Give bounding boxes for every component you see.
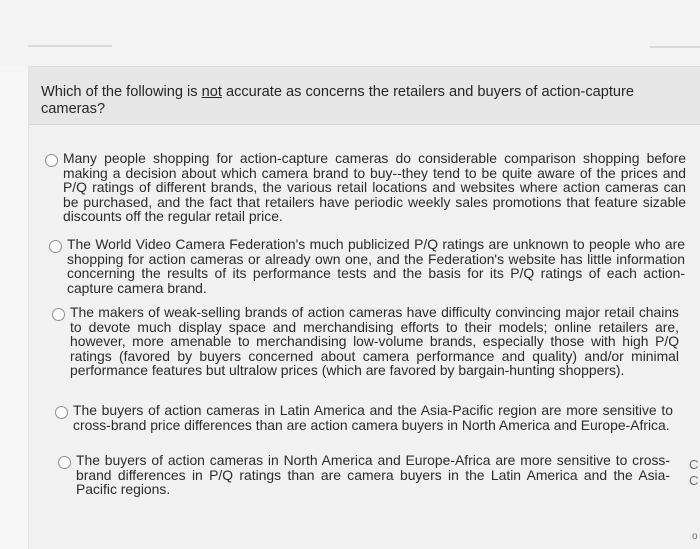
top-divider-left <box>28 45 112 47</box>
option-3[interactable] <box>70 305 679 378</box>
option-5-radio[interactable] <box>58 456 71 469</box>
option-1-label: Many people shopping for action-capture cameras do considerable comparison shopping before making a decision about which camera brand to buy--they tend to be quite aware of the prices and P/Q ratings of different brands, the various retail locations and websites where action cameras can be purchased, and the fact that retailers have periodic weekly sales promotions that feature sizable discounts off the regular retail price. <box>63 150 686 225</box>
option-2-radio[interactable] <box>49 240 62 253</box>
question-text <box>41 84 696 118</box>
question-suffix: accurate as concerns the retailers and buyers of action-capture cameras? <box>41 84 634 117</box>
cutoff-glyph: C <box>689 457 699 472</box>
top-divider-right <box>650 46 700 48</box>
option-3-radio[interactable] <box>52 308 65 321</box>
option-4-label: The buyers of action cameras in Latin America and the Asia-Pacific region are more sensitive to cross-brand price differences than are action camera buyers in North America and Europe-Africa. <box>73 402 673 433</box>
question-emphasis: not <box>201 84 222 100</box>
option-4-radio[interactable] <box>55 406 68 419</box>
option-1-radio[interactable] <box>45 154 58 167</box>
option-3-label: The makers of weak-selling brands of action cameras have difficulty convincing major retail chains to devote much display space and merchandising efforts to their models; online retailers are, however, more amenable to merchandising low-volume brands, especially those with high P/Q ratings (favored by buyers concerned about camera performance and quality) and/or minimal performance features but ultralow prices (which are favored by bargain-hunting shoppers). <box>70 304 679 379</box>
option-1[interactable] <box>63 151 686 224</box>
cutoff-glyph: C <box>689 473 699 488</box>
question-header <box>29 67 700 125</box>
option-4[interactable] <box>73 403 673 432</box>
cutoff-glyph: o <box>692 531 698 542</box>
question-prefix: Which of the following is <box>41 84 202 100</box>
top-strip <box>0 0 700 66</box>
option-2[interactable] <box>67 237 685 295</box>
option-2-label: The World Video Camera Federation's much publicized P/Q ratings are unknown to people who are shopping for action cameras or already own one, and the Federation's website has little information concerning the results of its performance tests and the basis for its P/Q ratings of each action-capture camera brand. <box>67 236 685 296</box>
option-5-label: The buyers of action cameras in North America and Europe-Africa are more sensitive to cross-brand differences in P/Q ratings than are camera buyers in the Latin America and the Asia-Pacific regions. <box>76 452 670 498</box>
option-5[interactable] <box>76 453 670 497</box>
